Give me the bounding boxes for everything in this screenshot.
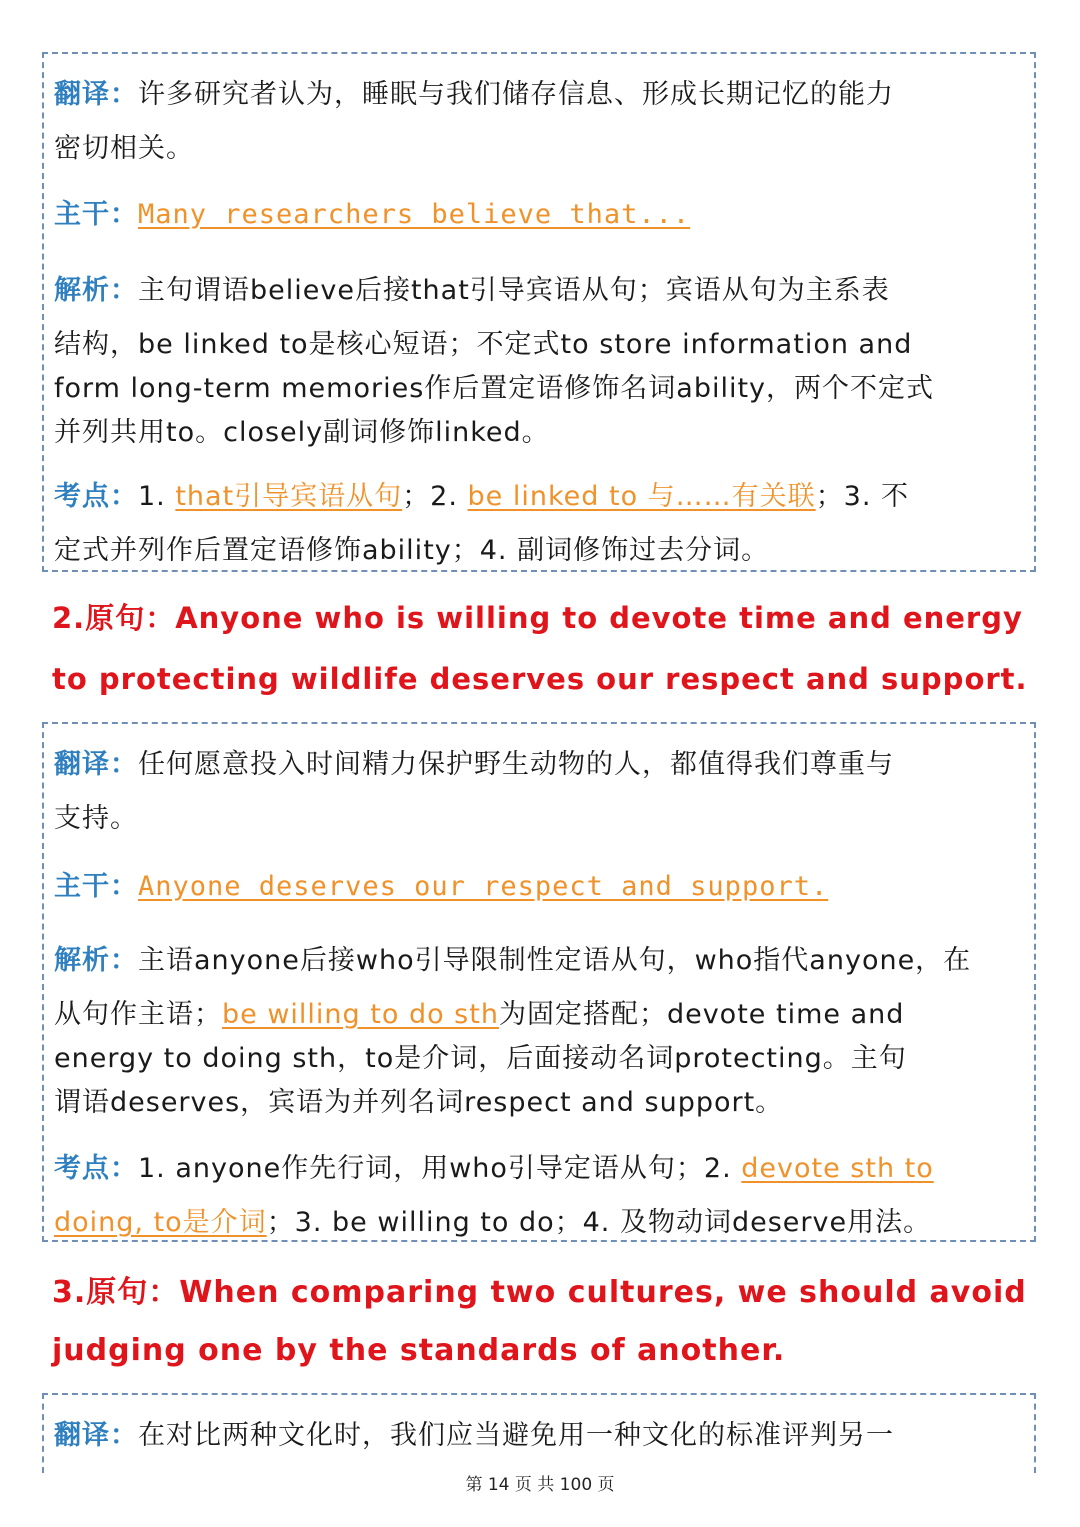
trunk-label: 主干： [54, 871, 138, 902]
translation-label: 翻译： [54, 79, 138, 110]
points-highlight: that引导宾语从句 [175, 481, 403, 512]
analysis-line-2 [54, 992, 1024, 1031]
points-highlight: be linked to 与……有关联 [467, 481, 816, 512]
translation-text: 在对比两种文化时，我们应当避免用一种文化的标准评判另一 [138, 1420, 894, 1451]
original-sentence-3-line-2: judging one by the standards of another. [52, 1333, 786, 1368]
translation-label: 翻译： [54, 749, 138, 780]
trunk-line [54, 192, 1024, 231]
translation-line-2: 支持。 [54, 803, 138, 834]
analysis-box-1 [42, 52, 1036, 572]
original-sentence-2-line-2: to protecting wildlife deserves our respect and support. [52, 662, 1028, 696]
translation-line-1 [54, 72, 1024, 111]
points-line-1 [54, 474, 1024, 513]
original-sentence-2-line-1: 2.原句：Anyone who is willing to devote time and energy [52, 601, 1023, 635]
analysis-text: 为固定搭配；devote time and [498, 999, 905, 1030]
analysis-line-1 [54, 268, 1024, 307]
translation-line-2: 密切相关。 [54, 133, 194, 164]
analysis-line-4: 并列共用to。closely副词修饰linked。 [54, 417, 550, 448]
points-label: 考点： [54, 1153, 138, 1184]
analysis-box-2 [42, 722, 1036, 1242]
points-text: ；3. 不 [815, 481, 910, 512]
original-sentence-3-line-1: 3.原句：When comparing two cultures, we should avoid [52, 1275, 1027, 1310]
points-line-2 [54, 1200, 1024, 1239]
analysis-highlight: be willing to do sth [222, 999, 499, 1030]
analysis-line-3: energy to doing sth，to是介词，后面接动名词protecting。主句 [54, 1043, 907, 1074]
trunk-text: Many researchers believe that... [138, 199, 691, 230]
translation-line-1 [54, 1413, 1024, 1452]
translation-text: 任何愿意投入时间精力保护野生动物的人，都值得我们尊重与 [138, 749, 894, 780]
trunk-text: Anyone deserves our respect and support. [138, 871, 829, 902]
points-line-1 [54, 1146, 1024, 1185]
analysis-box-3 [42, 1393, 1036, 1473]
analysis-text: 主语anyone后接who引导限制性定语从句，who指代anyone，在 [138, 945, 972, 976]
page-number: 第 14 页 共 100 页 [465, 1475, 615, 1495]
analysis-line-1 [54, 938, 1024, 977]
translation-line-1 [54, 742, 1024, 781]
points-text: ；2. [402, 481, 468, 512]
translation-text: 许多研究者认为，睡眠与我们储存信息、形成长期记忆的能力 [138, 79, 894, 110]
analysis-line-3: form long-term memories作后置定语修饰名词ability，两个不定式 [54, 373, 935, 404]
analysis-label: 解析： [54, 275, 138, 306]
points-text: 1. [138, 481, 176, 512]
trunk-label: 主干： [54, 199, 138, 230]
points-text: ；3. be willing to do；4. 及物动词deserve用法。 [266, 1207, 932, 1238]
analysis-line-4: 谓语deserves，宾语为并列名词respect and support。 [54, 1087, 784, 1118]
points-highlight: devote sth to [741, 1153, 934, 1184]
analysis-text: 从句作主语； [54, 999, 222, 1030]
trunk-line [54, 864, 1024, 903]
points-highlight: doing, to是介词 [54, 1207, 267, 1238]
analysis-text: 主句谓语believe后接that引导宾语从句；宾语从句为主系表 [138, 275, 890, 306]
analysis-line-2: 结构，be linked to是核心短语；不定式to store information and [54, 329, 913, 360]
points-label: 考点： [54, 481, 138, 512]
translation-label: 翻译： [54, 1420, 138, 1451]
points-line-2: 定式并列作后置定语修饰ability；4. 副词修饰过去分词。 [54, 535, 770, 566]
analysis-label: 解析： [54, 945, 138, 976]
points-text: 1. anyone作先行词，用who引导定语从句；2. [138, 1153, 742, 1184]
